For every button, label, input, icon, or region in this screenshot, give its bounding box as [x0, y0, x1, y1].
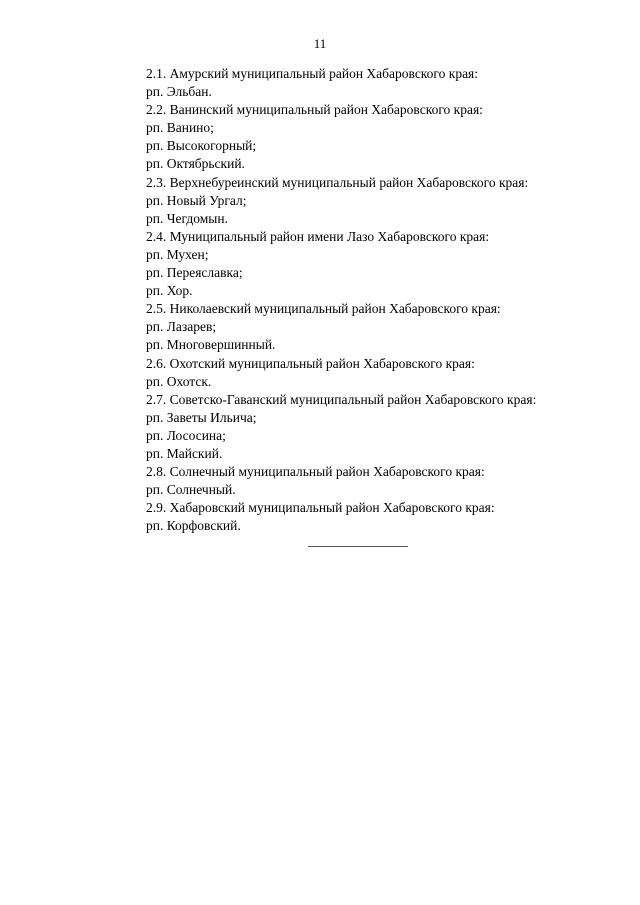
settlement-item: рп. Ванино; [146, 120, 214, 136]
section-heading: 2.5. Николаевский муниципальный район Хабаровского края: [146, 301, 501, 317]
settlement-item: рп. Переяславка; [146, 265, 243, 281]
section-heading: 2.1. Амурский муниципальный район Хабаровского края: [146, 66, 479, 81]
settlement-item: рп. Октябрьский. [146, 156, 245, 172]
settlement-item: рп. Высокогорный; [146, 138, 257, 154]
settlement-item: рп. Хор. [146, 283, 193, 299]
section-heading: 2.3. Верхнебуреинский муниципальный район Хабаровского края: [146, 174, 529, 190]
end-separator-line [308, 546, 408, 547]
settlement-item: рп. Майский. [146, 445, 223, 461]
section-heading: 2.8. Солнечный муниципальный район Хабаровского края: [146, 464, 485, 480]
settlement-item: рп. Эльбан. [146, 84, 212, 100]
settlement-item: рп. Лазарев; [146, 319, 217, 335]
document-body [146, 65, 616, 535]
section-heading: 2.2. Ванинский муниципальный район Хабаровского края: [146, 102, 483, 118]
settlement-item: рп. Новый Ургал; [146, 192, 247, 208]
settlement-item: рп. Лососина; [146, 427, 226, 443]
settlement-item: рп. Чегдомын. [146, 210, 228, 226]
settlement-item: рп. Корфовский. [146, 518, 241, 534]
section-heading: 2.7. Советско-Гаванский муниципальный район Хабаровского края: [146, 391, 537, 407]
section-heading: 2.6. Охотский муниципальный район Хабаровского края: [146, 355, 475, 371]
settlement-item: рп. Солнечный. [146, 482, 236, 498]
settlement-item: рп. Многовершинный. [146, 337, 276, 353]
section-heading: 2.4. Муниципальный район имени Лазо Хабаровского края: [146, 228, 490, 244]
settlement-item: рп. Заветы Ильича; [146, 409, 257, 425]
section-heading: 2.9. Хабаровский муниципальный район Хабаровского края: [146, 500, 495, 516]
settlement-item: рп. Мухен; [146, 246, 209, 262]
page-number: 11 [313, 36, 327, 51]
settlement-item: рп. Охотск. [146, 373, 212, 389]
